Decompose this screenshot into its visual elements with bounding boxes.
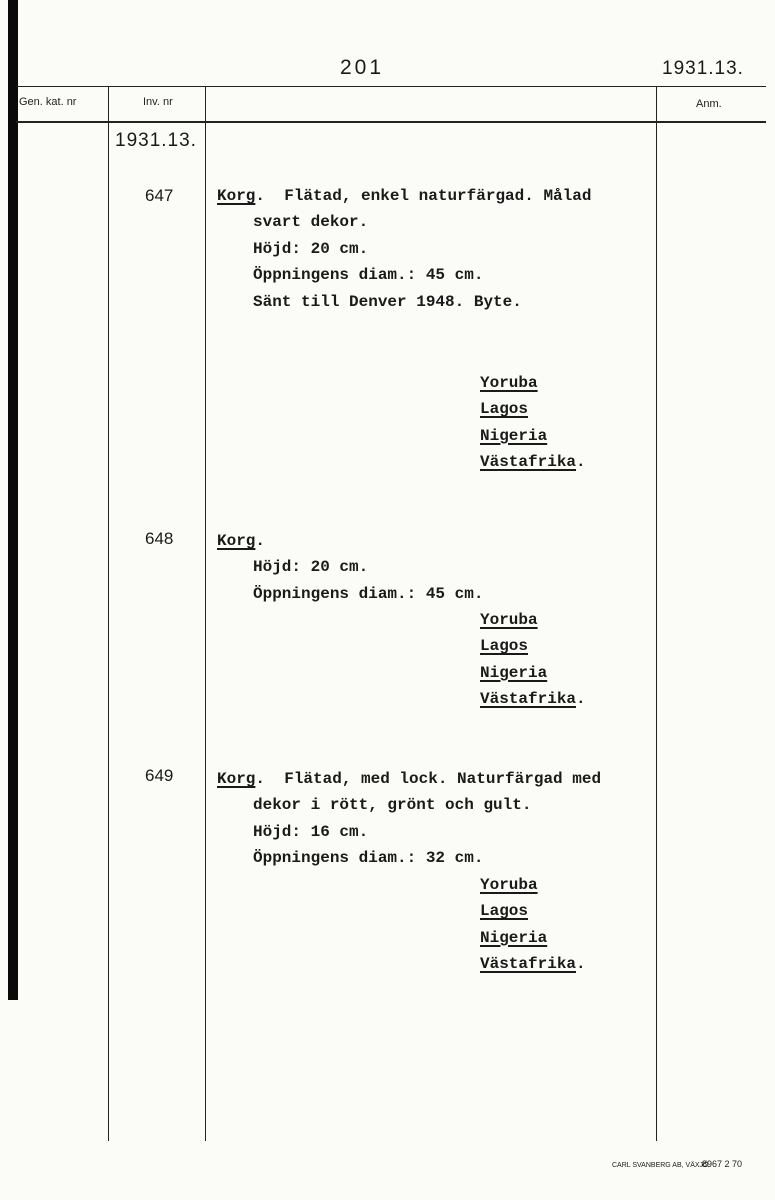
entry-line: Öppningens diam.: 32 cm. [253, 849, 484, 868]
entry-line: dekor i rött, grönt och gult. [253, 796, 532, 815]
provenance-region: Västafrika [480, 955, 577, 974]
provenance-people: Yoruba [480, 876, 538, 894]
provenance-suffix: . [576, 955, 586, 974]
provenance-suffix: . [576, 690, 586, 709]
entry-title: Korg [217, 532, 256, 550]
entry-line: svart dekor. [253, 213, 369, 232]
provenance-region: Västafrika [480, 690, 577, 709]
entry-first-line: . Flätad, enkel naturfärgad. Målad [255, 187, 592, 205]
entry-line: Sänt till Denver 1948. Byte. [253, 292, 522, 311]
entry-first-line: . Flätad, med lock. Naturfärgad med [255, 770, 602, 788]
provenance-city: Lagos [480, 400, 529, 419]
provenance-city: Lagos [480, 637, 529, 656]
entry-line: Höjd: 20 cm. [253, 558, 369, 577]
provenance-city: Lagos [480, 902, 529, 921]
column-divider-inv-text [205, 86, 206, 1141]
provenance-people: Yoruba [480, 611, 538, 629]
provenance-region: Västafrika [480, 453, 577, 472]
inventory-number: 648 [145, 529, 174, 548]
provenance-block [480, 607, 586, 713]
provenance-block [480, 872, 586, 978]
entry-first-line: . [255, 532, 266, 550]
provenance-country: Nigeria [480, 663, 548, 682]
collection-reference: 1931.13. [662, 58, 744, 79]
printer-imprint: CARL SVANBERG AB, VÄXJÖ [612, 1162, 709, 1169]
header-bottom-rule [16, 121, 766, 123]
entry-line: Öppningens diam.: 45 cm. [253, 584, 484, 603]
provenance-people: Yoruba [480, 374, 538, 392]
binding-strip [8, 0, 18, 1000]
inventory-number: 649 [145, 766, 174, 785]
entry-line: Höjd: 16 cm. [253, 822, 369, 841]
provenance-suffix: . [576, 453, 586, 472]
provenance-country: Nigeria [480, 928, 548, 947]
entry-title: Korg [217, 187, 256, 205]
inventory-number: 647 [145, 186, 174, 205]
header-top-rule [16, 86, 766, 87]
provenance-block [480, 370, 586, 476]
catalog-entry [217, 528, 657, 607]
collection-year: 1931.13. [115, 130, 197, 151]
catalog-entry [217, 766, 657, 872]
column-header-anm: Anm. [696, 98, 722, 110]
entry-title: Korg [217, 770, 256, 788]
entry-line: Öppningens diam.: 45 cm. [253, 266, 484, 285]
column-header-inv: Inv. nr [143, 96, 173, 108]
catalog-entry [217, 183, 657, 315]
form-code: 8967 2 70 [702, 1159, 743, 1169]
column-header-gen-kat: Gen. kat. nr [19, 96, 77, 108]
page-number: 201 [340, 56, 385, 79]
provenance-country: Nigeria [480, 426, 548, 445]
entry-line: Höjd: 20 cm. [253, 239, 369, 258]
column-divider-gen-inv [108, 86, 109, 1141]
